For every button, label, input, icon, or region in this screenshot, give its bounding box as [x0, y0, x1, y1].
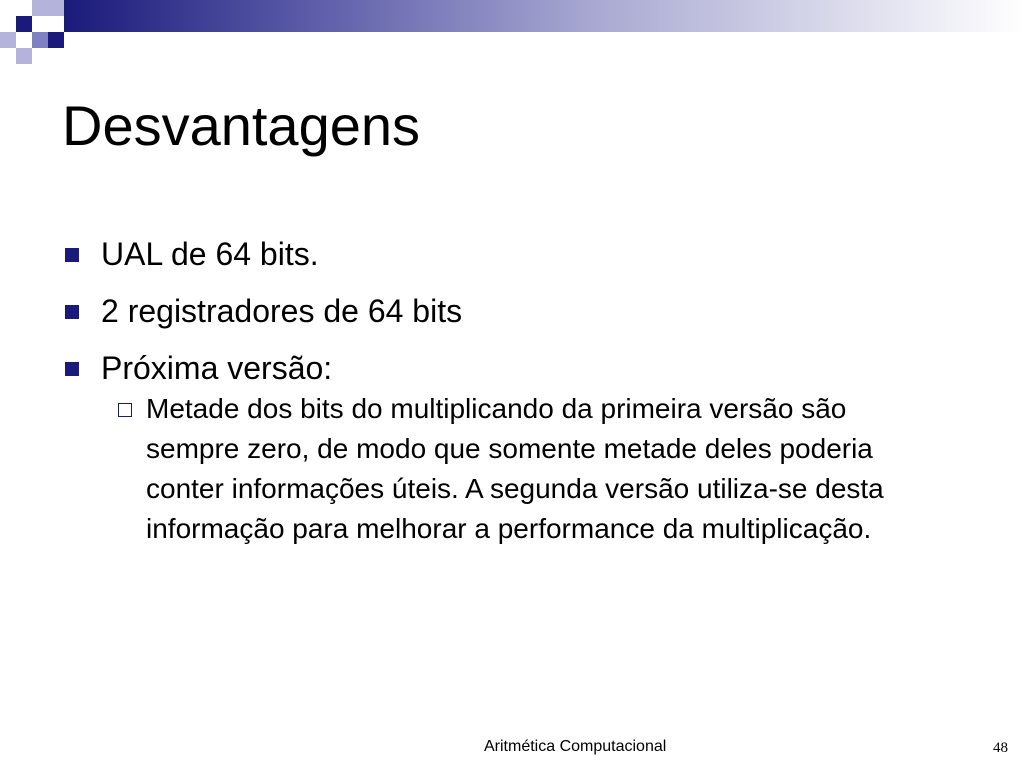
- slide-title: Desvantagens: [62, 94, 421, 157]
- header-decoration: [0, 0, 1024, 64]
- bullet-item: [64, 287, 964, 335]
- bullet-text: 2 registradores de 64 bits: [101, 293, 463, 329]
- header-gradient-bar: [64, 0, 1024, 32]
- light-square-decoration: [0, 32, 16, 48]
- filled-square-bullet-icon: [65, 362, 79, 376]
- light-square-decoration: [16, 48, 32, 64]
- navy-square-decoration: [48, 32, 64, 48]
- navy-square-decoration: [16, 16, 32, 32]
- bullet-list: [64, 230, 964, 558]
- footer-text: Aritmética Computacional: [484, 738, 667, 755]
- mid-square-decoration: [32, 32, 48, 48]
- light-square-decoration: [32, 0, 48, 16]
- hollow-square-bullet-icon: [118, 403, 132, 417]
- filled-square-bullet-icon: [65, 305, 79, 319]
- filled-square-bullet-icon: [65, 248, 79, 262]
- bullet-item: [64, 344, 964, 549]
- light-square-decoration: [48, 0, 64, 16]
- bullet-text: UAL de 64 bits.: [101, 236, 319, 272]
- sub-bullet-list: [101, 389, 964, 549]
- bullet-item: [64, 230, 964, 278]
- page-number: 48: [993, 740, 1008, 756]
- bullet-text: Próxima versão:: [101, 350, 333, 386]
- sub-bullet-text: Metade dos bits do multiplicando da primeira versão são sempre zero, de modo que somente metade deles poderia conter informações úteis. A segunda versão utiliza-se desta informação para melhorar a performance da multiplicação.: [146, 393, 884, 544]
- sub-bullet-item: [101, 389, 906, 549]
